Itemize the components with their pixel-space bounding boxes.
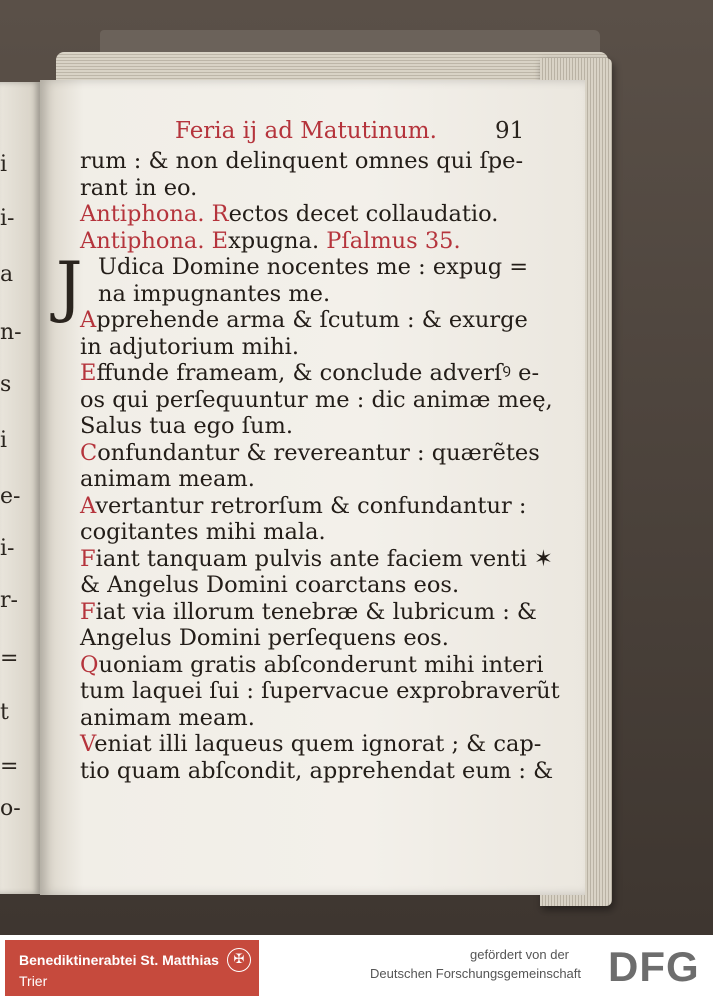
body-text: uoniam gratis abſconderunt mihi interi (98, 651, 544, 678)
left-page-fragment: a (0, 262, 14, 287)
text-line (80, 757, 554, 785)
text-line (80, 228, 540, 255)
page-header (40, 118, 585, 148)
body-text: Udica Domine nocentes me : expug = (98, 254, 529, 280)
text-line (80, 360, 540, 387)
text-line (80, 519, 540, 546)
text-line (80, 440, 540, 467)
rubric-text: Antiphona. E (80, 227, 229, 254)
body-text: iant tanquam pulvis ante faciem venti ✶ (95, 545, 553, 572)
body-text: in adjutorium mihi. (80, 333, 300, 360)
text-line (80, 572, 540, 599)
rubric-text: E (80, 360, 97, 386)
body-text: na impugnantes me. (98, 280, 331, 307)
text-line (80, 493, 540, 520)
rubric-text: A (80, 307, 97, 333)
body-text: xpugna. (228, 227, 327, 254)
funding-line-1: gefördert von der (470, 947, 570, 962)
body-text: eniat illi laqueus quem ignorat ; & cap- (94, 731, 542, 757)
page-number: 91 (495, 118, 525, 144)
text-line (80, 386, 553, 414)
text-line (80, 334, 540, 361)
text-line (80, 307, 540, 334)
body-text: tum laquei ſui : ſupervacue exprobraverũt (80, 678, 560, 704)
body-text: vertantur retrorſum & confundantur : (95, 492, 527, 519)
institution-name: Benediktinerabtei St. Matthias (19, 952, 219, 968)
institution-box[interactable] (5, 940, 259, 996)
psalm-text (56, 148, 560, 784)
institution-city: Trier (19, 973, 48, 989)
text-line (80, 599, 540, 626)
body-text: & Angelus Domini coarctans eos. (80, 572, 460, 598)
text-line (80, 466, 540, 493)
right-page (40, 80, 585, 895)
left-page-fragment: i- (0, 536, 15, 561)
rubric-text: A (80, 492, 96, 519)
text-line (80, 625, 540, 652)
rubric-text: F (80, 598, 96, 625)
left-page-fragment: t (0, 700, 9, 725)
running-head: Feria ij ad Matutinum. (175, 118, 437, 144)
left-page-fragment: i (0, 152, 8, 177)
rubric-text: C (80, 439, 98, 466)
body-text: onfundantur & revereantur : quærẽtes (97, 439, 540, 466)
left-page (0, 82, 40, 894)
left-page-fragment: i (0, 428, 8, 453)
left-page-fragment: = (0, 646, 19, 671)
body-text: animam meam. (80, 704, 255, 731)
left-page-fragment: = (0, 754, 19, 779)
body-text: pprehende arma & ſcutum : & exurge (96, 307, 528, 333)
text-line (80, 731, 540, 758)
text-line (80, 678, 560, 705)
abbey-logo-icon: ✠ (227, 948, 251, 972)
text-line (80, 254, 540, 281)
text-line (80, 201, 540, 228)
body-text: ectos decet collaudatio. (228, 201, 499, 227)
body-text: rant in eo. (80, 174, 198, 201)
body-text: animam meam. (80, 466, 255, 492)
body-text: ffunde frameam, & conclude adverſꝰ e- (96, 360, 540, 386)
body-text: iat via illorum tenebræ & lubricum : & (95, 598, 537, 625)
rubric-text: Pſalmus 35. (326, 227, 461, 254)
text-line (80, 413, 540, 440)
rubric-text: Antiphona. R (80, 201, 229, 227)
text-line (80, 175, 540, 202)
drop-initial: J (56, 248, 83, 325)
body-text: rum : & non delinquent omnes qui ſpe- (80, 148, 524, 174)
body-text: tio quam abſcondit, apprehendat eum : & (80, 757, 554, 784)
rubric-text: F (80, 545, 96, 572)
dfg-logo[interactable]: DFG (608, 943, 700, 990)
text-line (80, 651, 544, 679)
text-line (80, 281, 540, 308)
left-page-fragment: o- (0, 796, 21, 821)
text-line (80, 545, 553, 573)
page-block-top-edge (56, 52, 608, 82)
text-line (80, 705, 540, 732)
footer-banner (0, 935, 713, 1000)
funding-line-2: Deutschen Forschungsgemeinschaft (370, 966, 582, 981)
left-page-fragment: s (0, 372, 12, 397)
left-page-fragment: e- (0, 484, 21, 509)
rubric-text: V (80, 731, 95, 757)
body-text: os qui perſequuntur me : dic animæ meę, (80, 386, 553, 413)
body-text: Salus tua ego ſum. (80, 413, 294, 439)
left-page-fragment: r- (0, 588, 18, 613)
left-page-fragment: n- (0, 320, 22, 345)
left-page-fragment: i- (0, 206, 15, 231)
rubric-text: Q (80, 651, 99, 678)
text-line (80, 148, 540, 175)
body-text: Angelus Domini perſequens eos. (80, 625, 449, 651)
body-text: cogitantes mihi mala. (80, 519, 326, 545)
